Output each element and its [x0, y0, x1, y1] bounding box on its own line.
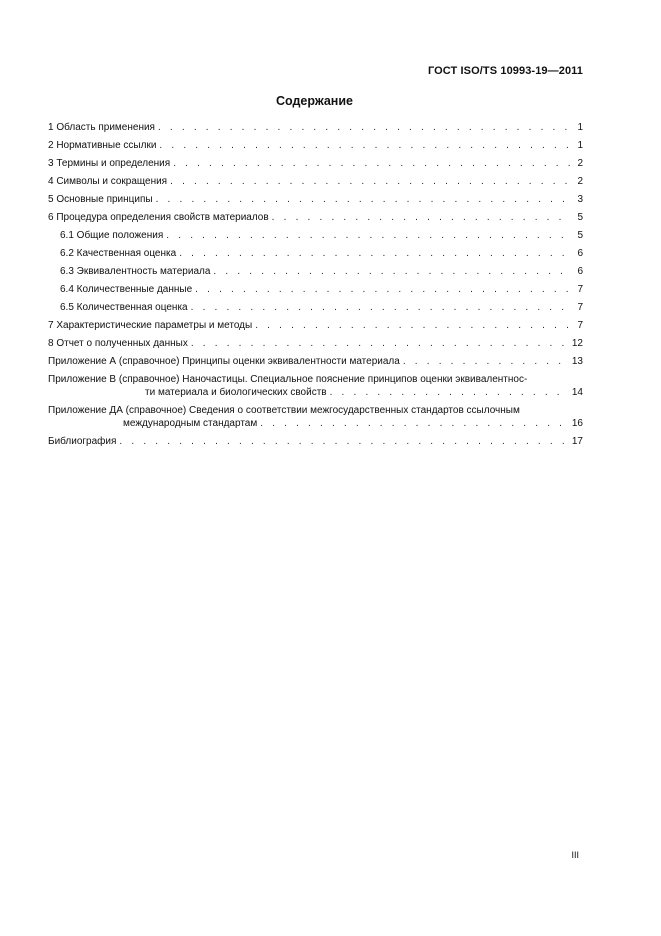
toc-entry-page: 3	[577, 194, 583, 205]
toc-entry-label: 6.5 Количественная оценка	[60, 302, 188, 313]
toc-entry-8[interactable]	[48, 337, 583, 350]
toc-entry-appendix-b[interactable]	[48, 373, 583, 399]
toc-entry-page: 5	[577, 212, 583, 223]
toc-entry-4[interactable]	[48, 175, 583, 188]
dot-leader	[166, 229, 570, 242]
toc-entry-page: 1	[577, 140, 583, 151]
toc-entry-page: 7	[577, 284, 583, 295]
toc-entry-5[interactable]	[48, 193, 583, 206]
toc-entry-label: 6.2 Качественная оценка	[60, 248, 177, 259]
toc-entry-label-line2: международным стандартам	[123, 418, 258, 429]
toc-entry-6-5[interactable]	[48, 301, 583, 314]
toc-entry-6-3[interactable]	[48, 265, 583, 278]
dot-leader	[195, 283, 570, 296]
toc-entry-7[interactable]	[48, 319, 583, 332]
table-of-contents	[48, 121, 583, 453]
toc-entry-3[interactable]	[48, 157, 583, 170]
toc-entry-6[interactable]	[48, 211, 583, 224]
toc-entry-label: 6.1 Общие положения	[60, 230, 164, 241]
dot-leader	[403, 355, 569, 368]
toc-entry-page: 5	[577, 230, 583, 241]
toc-entry-page: 12	[571, 338, 583, 349]
toc-entry-page: 1	[577, 122, 583, 133]
toc-entry-label: Библиография	[48, 436, 117, 447]
toc-entry-6-4[interactable]	[48, 283, 583, 296]
dot-leader	[159, 139, 570, 152]
dot-leader	[260, 417, 569, 430]
toc-entry-label: 8 Отчет о полученных данных	[48, 338, 188, 349]
toc-entry-page: 14	[571, 387, 583, 398]
toc-entry-label-line1: Приложение ДА (справочное) Сведения о соответствии межгосударственных стандартов ссылочным	[48, 405, 520, 416]
dot-leader	[173, 157, 570, 170]
dot-leader	[330, 386, 569, 399]
toc-entry-label-line2: ти материала и биологических свойств	[145, 387, 327, 398]
page-title: Содержание	[275, 94, 353, 108]
toc-entry-label: 6.3 Эквивалентность материала	[60, 266, 211, 277]
dot-leader	[156, 193, 570, 206]
dot-leader	[213, 265, 570, 278]
toc-entry-page: 2	[577, 176, 583, 187]
toc-entry-label-line1: Приложение В (справочное) Наночастицы. Специальное пояснение принципов оценки эквивалентнос-	[48, 374, 528, 385]
toc-entry-label: 5 Основные принципы	[48, 194, 153, 205]
page-number: III	[571, 850, 579, 860]
toc-entry-2[interactable]	[48, 139, 583, 152]
toc-entry-page: 17	[571, 436, 583, 447]
dot-leader	[255, 319, 570, 332]
toc-entry-page: 2	[577, 158, 583, 169]
toc-entry-page: 6	[577, 266, 583, 277]
toc-entry-label: 1 Область применения	[48, 122, 155, 133]
toc-entry-page: 13	[571, 356, 583, 367]
toc-entry-appendix-a[interactable]	[48, 355, 583, 368]
dot-leader	[158, 121, 570, 134]
document-code: ГОСТ ISO/TS 10993-19—2011	[427, 65, 583, 77]
toc-entry-6-1[interactable]	[48, 229, 583, 242]
toc-entry-page: 6	[577, 248, 583, 259]
toc-entry-page: 7	[577, 302, 583, 313]
toc-entry-bibliography[interactable]	[48, 435, 583, 448]
dot-leader	[191, 337, 569, 350]
toc-entry-label: 6 Процедура определения свойств материалов	[48, 212, 269, 223]
dot-leader	[179, 247, 570, 260]
dot-leader	[191, 301, 570, 314]
dot-leader	[119, 435, 568, 448]
toc-entry-label: Приложение А (справочное) Принципы оценки эквивалентности материала	[48, 356, 400, 367]
toc-entry-6-2[interactable]	[48, 247, 583, 260]
toc-entry-page: 7	[577, 320, 583, 331]
toc-entry-label: 4 Символы и сокращения	[48, 176, 168, 187]
dot-leader	[272, 211, 570, 224]
toc-entry-label: 6.4 Количественные данные	[60, 284, 193, 295]
toc-entry-label: 2 Нормативные ссылки	[48, 140, 157, 151]
toc-entry-1[interactable]	[48, 121, 583, 134]
dot-leader	[170, 175, 570, 188]
toc-entry-page: 16	[571, 418, 583, 429]
toc-entry-label: 7 Характеристические параметры и методы	[48, 320, 253, 331]
toc-entry-appendix-da[interactable]	[48, 404, 583, 430]
toc-entry-label: 3 Термины и определения	[48, 158, 171, 169]
